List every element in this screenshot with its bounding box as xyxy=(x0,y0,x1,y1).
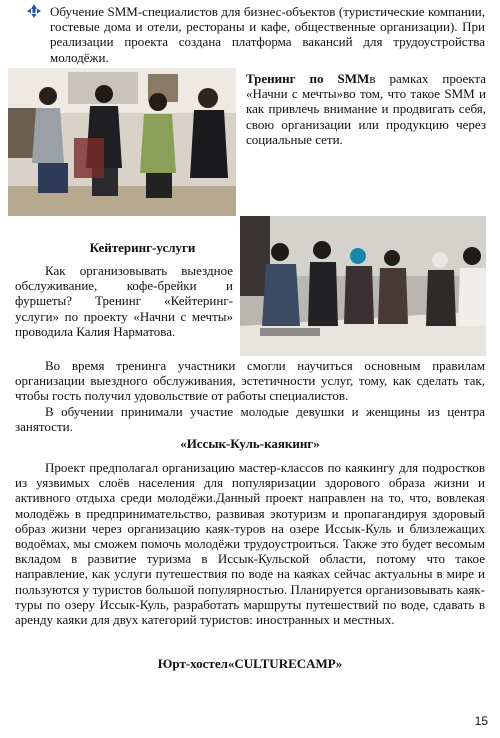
photo-smm-training xyxy=(8,68,236,216)
kayak-paragraph: Проект предполагал организацию мастер-классов по каякингу для подростков из уязвимых слоёв населения для популяризации здорового образа жизни и активного отдыха среди молодёжи.Данный проект направлен на то, что, вовлекая молодёжь в предпринимательство, развивая экотуризм и пропагандируя здоровый образ жизни через организацию каяк-туров на озере Иссык-Куль и близлежащих водоёмах, мы сможем помочь молодёжи трудоустроиться. Также это будет весомым вкладом в развитие туризма в Иссык-Кульской области, потому что такое направление, как услуги путешествия по воде на каяках сейчас актуальны в мире и пользуются у туристов большой популярностью. Планируется организовывать каяк-туры по озеру Иссык-Куль, разработать маршруты путешествий по воде, сдавать в аренду каяки для двух категорий туристов: иностранных и местных. xyxy=(15,460,485,628)
arrow-bullet-icon xyxy=(27,4,41,18)
photo-catering-training xyxy=(240,216,486,356)
bullet-paragraph xyxy=(30,4,485,65)
catering-intro: Как организовывать выездное обслуживание, кофе-брейки и фуршеты? Тренинг «Кейтеринг-услуги» по проекту «Начни с мечты» проводила Калия Нарматова. xyxy=(15,263,233,339)
catering-paragraph-2: В обучении принимали участие молодые девушки и женщины из центра занятости. xyxy=(15,404,485,435)
page-number: 15 xyxy=(474,714,488,728)
catering-paragraph-1: Во время тренинга участники смогли научиться основным правилам организации выездного обслуживания, эстетичности услуг, тому, как сделать так, чтобы гость получил удовольствие от работы специалистов. xyxy=(15,358,485,404)
catering-title: Кейтеринг-услуги xyxy=(89,240,196,255)
training-text: в рамках проекта «Начни с мечты»во том, что такое SMM и как привлечь внимание и продвигать себя, свою организации или продукцию через социальные сети. xyxy=(246,71,486,147)
training-paragraph xyxy=(246,71,486,147)
bullet-text: Обучение SMM-специалистов для бизнес-объектов (туристические компании, гостевые дома и отели, рестораны и кафе, общественные организации). При реализации проекта создана платформа вакансий для трудоустройства молодёжи. xyxy=(50,4,485,65)
kayak-title: «Иссык-Куль-каякинг» xyxy=(180,436,320,451)
hostel-title: Юрт-хостел«CULTURECAMP» xyxy=(157,656,343,671)
training-title: Тренинг по SMM xyxy=(246,71,370,86)
